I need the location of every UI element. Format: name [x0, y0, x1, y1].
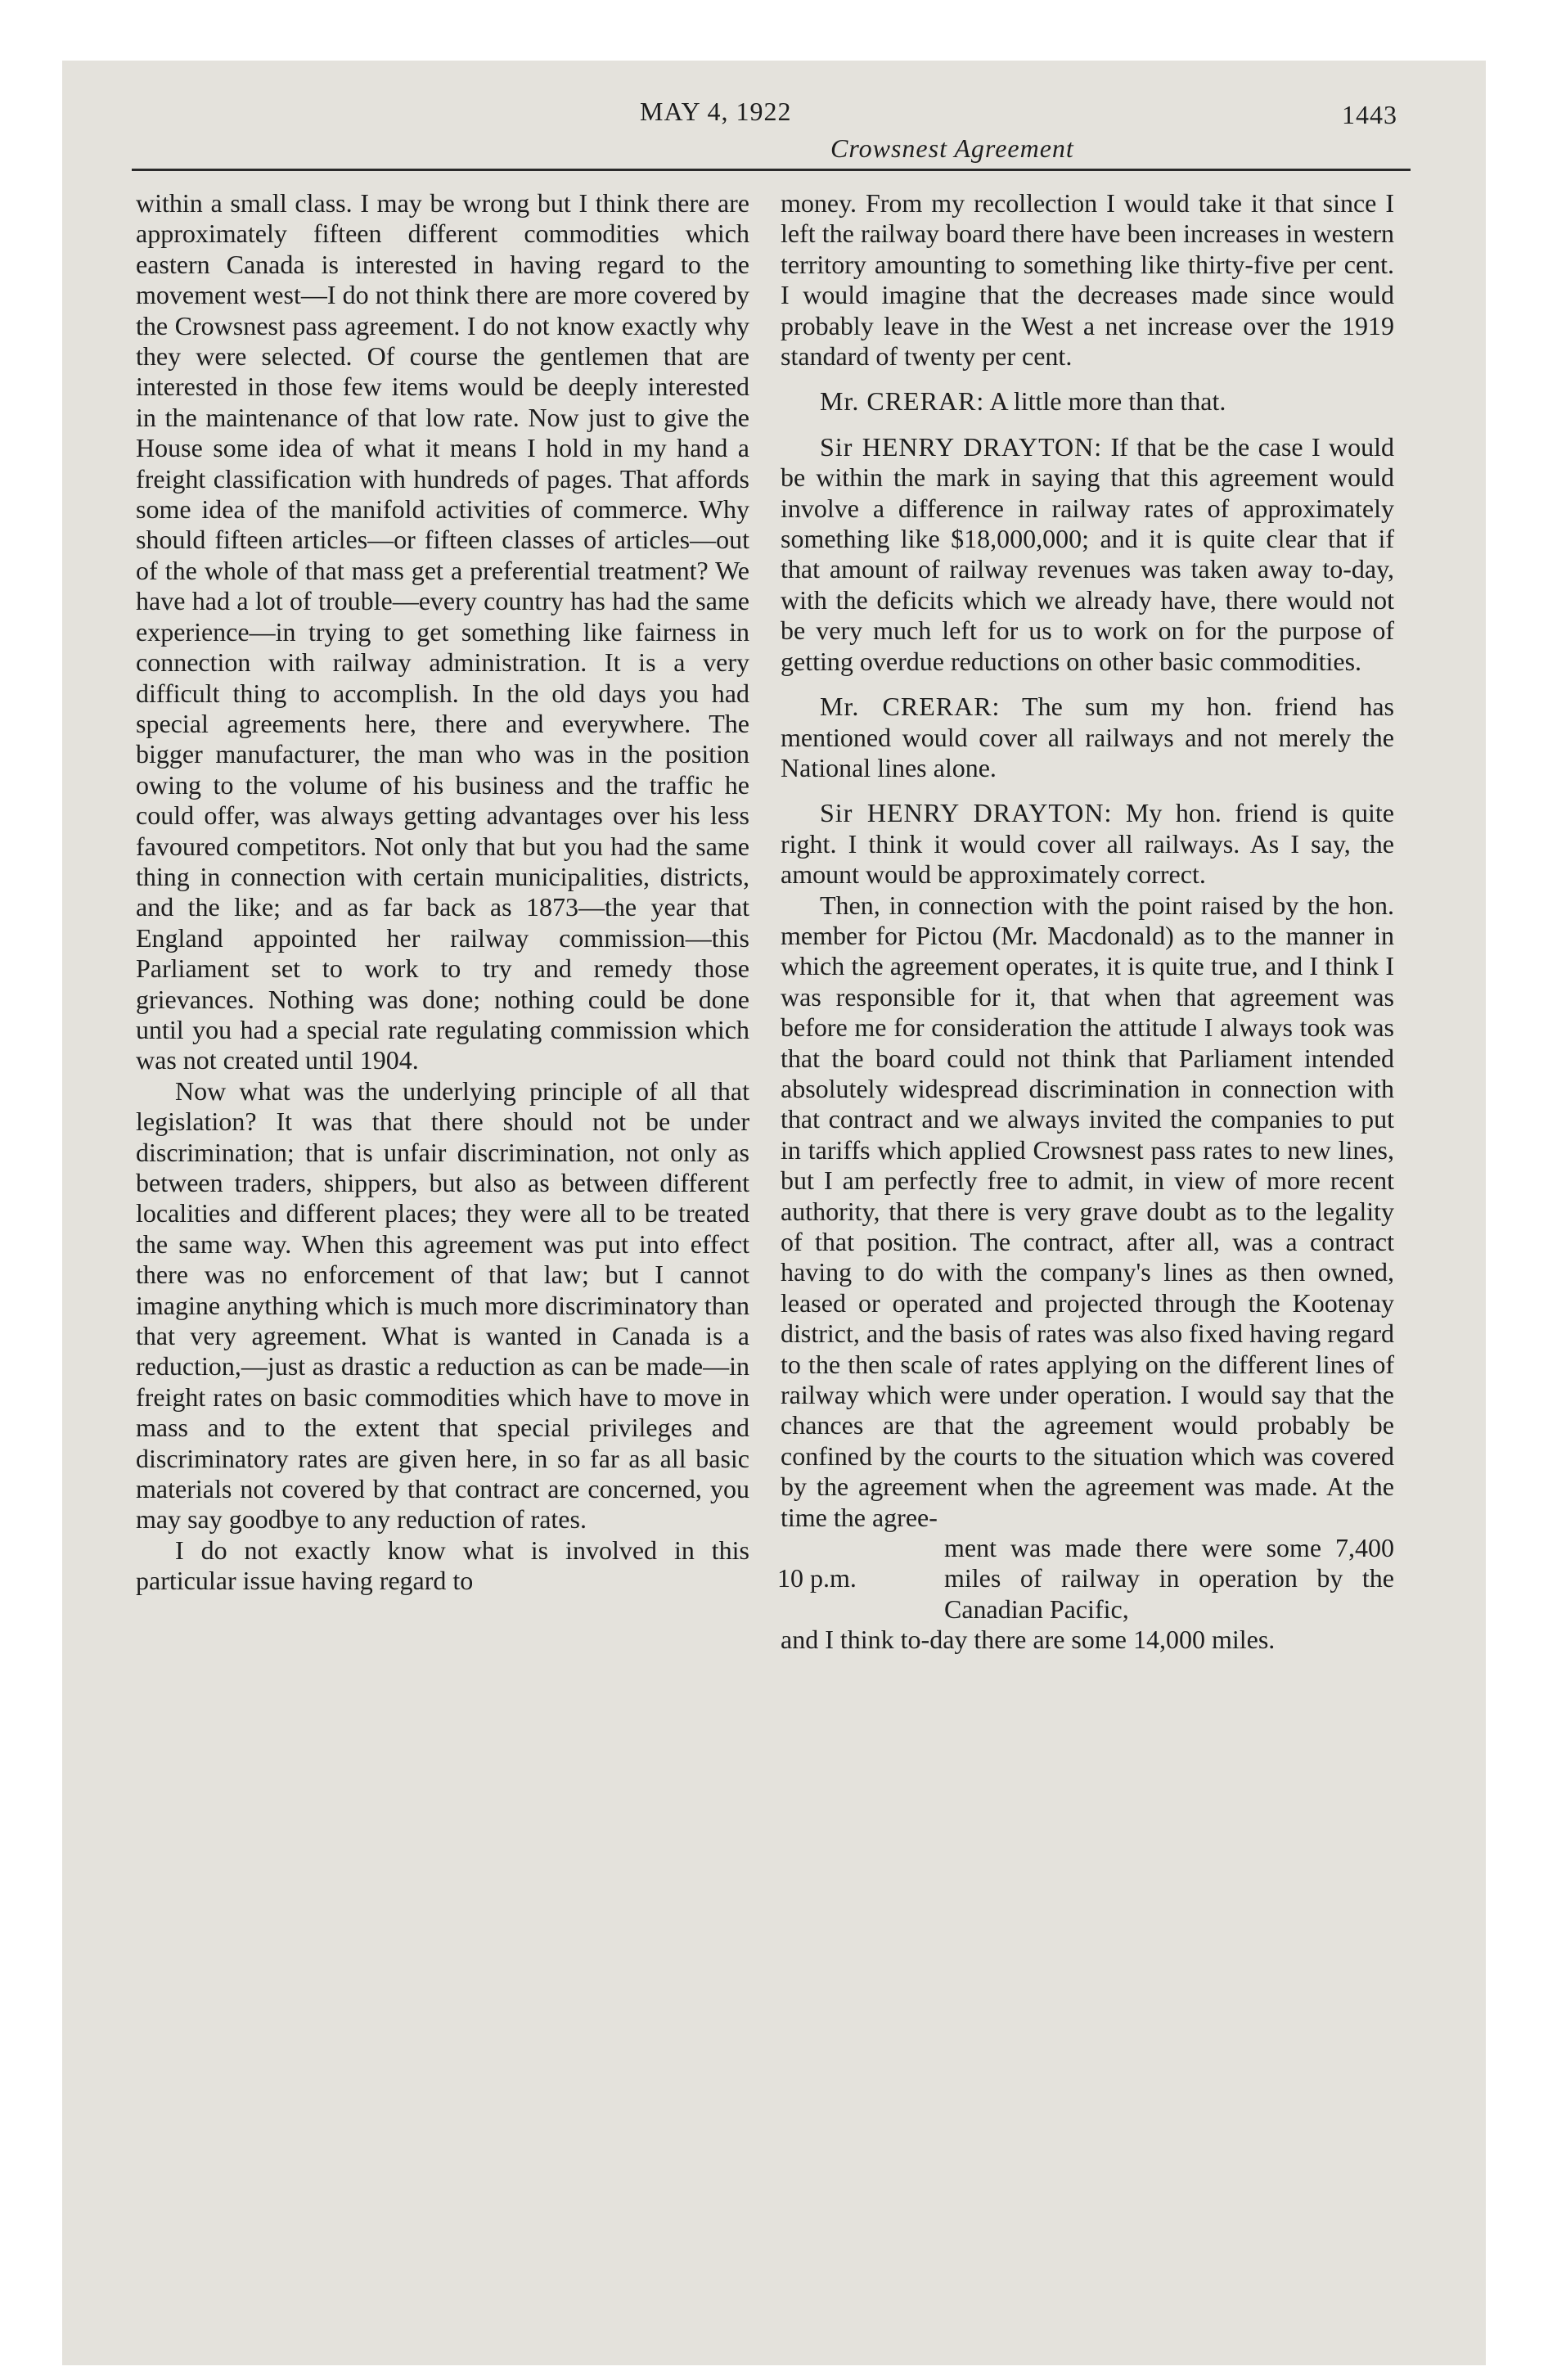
right-column [777, 188, 1395, 1656]
paragraph-continuation: and I think to-day there are some 14,000 miles. [781, 1625, 1276, 1655]
page-number: 1443 [1342, 100, 1397, 129]
paragraph: I do not exactly know what is involved in this particular issue having regard to [136, 1535, 749, 1596]
speech [781, 432, 1394, 677]
speech [781, 692, 1394, 783]
speech-text: My hon. friend is quite right. I think it would cover all railways. As I say, the amount would be approximately correct. [781, 798, 1394, 890]
speech [781, 386, 1394, 417]
header-rule [132, 169, 1411, 171]
speaker-name: Mr. CRERAR: [820, 386, 985, 417]
paragraph: money. From my recollection I would take it that since I left the railway board there have been increases in western territory amounting to something like thirty-five per cent. I would imagine that the decreases made since would probably leave in the West a net increase over the 1919 standard of twenty per cent. [781, 188, 1394, 372]
speaker-name: Mr. CRERAR: [820, 692, 1001, 722]
paragraph: Then, in connection with the point raised by the hon. member for Pictou (Mr. Macdonald) as to the manner in which the agreement operates, it is quite true, and I think I was responsible for it, that when that agreement was before me for consideration the attitude I always took was that the board could not think that Parliament intended absolutely widespread discrimination in connection with that contract and we always invited the companies to put in tariffs which applied Crowsnest pass rates to new lines, but I am perfectly free to admit, in view of more recent authority, that there is very grave doubt as to the legality of that position. The contract, after all, was a contract having to do with the company's lines as then owned, leased or operated and projected through the Kootenay district, and the basis of rates was also fixed having regard to the then scale of rates applying on the different lines of railway which were under operation. I would say that the chances are that the agreement would probably be confined by the courts to the situation which was covered by the agreement when the agreement was made. At the time the agree- [781, 890, 1394, 1532]
paragraph-continuation: ment was made there were some 7,400 miles of railway in operation by the Canadian Pacific, [944, 1533, 1394, 1624]
speech-text: The sum my hon. friend has mentioned would cover all railways and not merely the National lines alone. [781, 692, 1395, 782]
speaker-name: Sir HENRY DRAYTON: [820, 798, 1113, 828]
paragraph: Now what was the underlying principle of all that legislation? It was that there should not be under discrimination; that is unfair discrimination, not only as between traders, shippers, but also as between different localities and different places; they were all to be treated the same way. When this agreement was put into effect there was no enforcement of that law; but I cannot imagine anything which is much more discriminatory than that very agreement. What is wanted in Canada is a reduction,—just as drastic a reduction as can be made—in freight rates on basic commodities which have to move in mass and to the extent that special privileges and discriminatory rates are given here, in so far as all basic materials not covered by that contract are concerned, you may say goodbye to any reduction of rates. [136, 1075, 749, 1535]
time-margin-note: 10 p.m. [777, 1563, 857, 1593]
speech [781, 798, 1394, 890]
running-title: Crowsnest Agreement [830, 133, 1074, 163]
speech-text: A little more than that. [984, 386, 1226, 417]
speaker-name: Sir HENRY DRAYTON: [820, 431, 1103, 462]
left-column [136, 188, 749, 1597]
page-date: MAY 4, 1922 [640, 97, 792, 126]
time-annotated-block [777, 1533, 1394, 1625]
speech-text: If that be the case I would be within the mark in saying that this agreement would involve a difference in railway rates of approximately something like $18,000,000; and it is quite clear that if that amount of railway revenues was taken away to-day, with the deficits which we already have, there would not be very much left for us to work on for the purpose of getting overdue reductions on other basic commodities. [781, 431, 1395, 676]
paragraph: within a small class. I may be wrong but I think there are approximately fifteen different commodities which eastern Canada is interested in having regard to the movement west—I do not think there are more covered by the Crowsnest pass agreement. I do not know exactly why they were selected. Of course the gentlemen that are interested in those few items would be deeply interested in the maintenance of that low rate. Now just to give the House some idea of what it means I hold in my hand a freight classification with hundreds of pages. That affords some idea of the manifold activities of commerce. Why should fifteen articles—or fifteen classes of articles—out of the whole of that mass get a preferential treatment? We have had a lot of trouble—every country has had the same experience—in trying to get something like fairness in connection with railway administration. It is a very difficult thing to accomplish. In the old days you had special agreements here, there and everywhere. The bigger manufacturer, the man who was in the position owing to the volume of his business and the traffic he could offer, was always getting advantages over his less favoured competitors. Not only that but you had the same thing in connection with certain municipalities, districts, and the like; and as far back as 1873—the year that England appointed her railway commission—this Parliament set to work to try and remedy those grievances. Nothing was done; nothing could be done until you had a special rate regulating commission which was not created until 1904. [136, 188, 749, 1075]
